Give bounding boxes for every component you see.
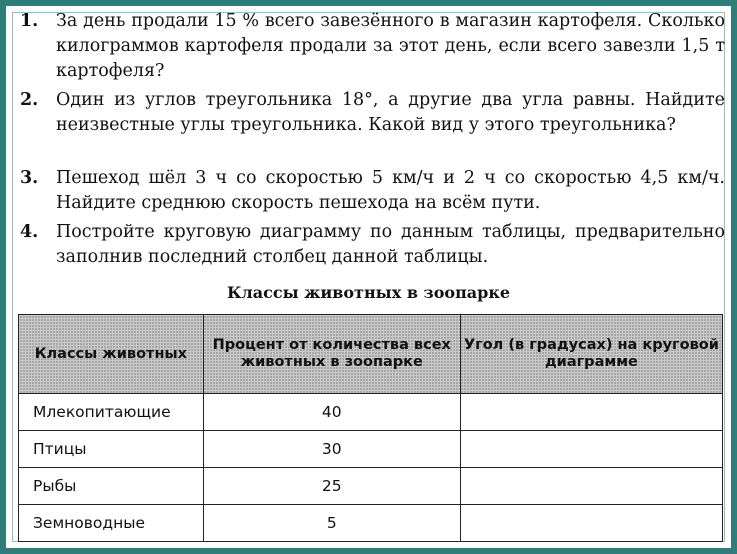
cell-angle[interactable] bbox=[460, 505, 722, 542]
problem-4 bbox=[20, 220, 725, 270]
header-percent: Процент от количества всех животных в зоопарке bbox=[203, 315, 460, 394]
problem-1 bbox=[20, 9, 725, 84]
table-row bbox=[19, 431, 723, 468]
cell-percent: 30 bbox=[203, 431, 460, 468]
cell-class: Птицы bbox=[19, 431, 204, 468]
problem-text: Пешеход шёл 3 ч со скоростью 5 км/ч и 2 ч со скоростью 4,5 км/ч. Найдите среднюю скорость пешехода на всём пути. bbox=[56, 168, 725, 213]
cell-percent: 5 bbox=[203, 505, 460, 542]
header-classes: Классы животных bbox=[19, 315, 204, 394]
table-row bbox=[19, 468, 723, 505]
header-angle: Угол (в градусах) на круговой диаграмме bbox=[460, 315, 722, 394]
problem-2 bbox=[20, 88, 725, 138]
cell-class: Рыбы bbox=[19, 468, 204, 505]
problem-number: 1. bbox=[20, 11, 39, 31]
animals-table bbox=[18, 314, 723, 542]
table-header-row bbox=[19, 315, 723, 394]
cell-angle[interactable] bbox=[460, 394, 722, 431]
cell-class: Млекопитающие bbox=[19, 394, 204, 431]
problem-3 bbox=[20, 166, 725, 216]
table-row bbox=[19, 505, 723, 542]
table-row bbox=[19, 394, 723, 431]
table-caption: Классы животных в зоопарке bbox=[226, 283, 511, 302]
problem-text: Постройте круговую диаграмму по данным таблицы, предварительно заполнив последний столбец данной таблицы. bbox=[56, 222, 725, 267]
cell-angle[interactable] bbox=[460, 468, 722, 505]
cell-class: Земноводные bbox=[19, 505, 204, 542]
problem-text: За день продали 15 % всего завезённого в магазин картофеля. Сколько килограммов картофеля продали за этот день, если всего завезли 1,5 т картофеля? bbox=[56, 11, 725, 81]
problem-text: Один из углов треугольника 18°, а другие два угла равны. Найдите неизвестные углы треугольника. Какой вид у этого треугольника? bbox=[56, 90, 725, 135]
cell-angle[interactable] bbox=[460, 431, 722, 468]
problem-number: 2. bbox=[20, 90, 39, 110]
problem-number: 4. bbox=[20, 222, 39, 242]
cell-percent: 40 bbox=[203, 394, 460, 431]
cell-percent: 25 bbox=[203, 468, 460, 505]
problem-number: 3. bbox=[20, 168, 39, 188]
